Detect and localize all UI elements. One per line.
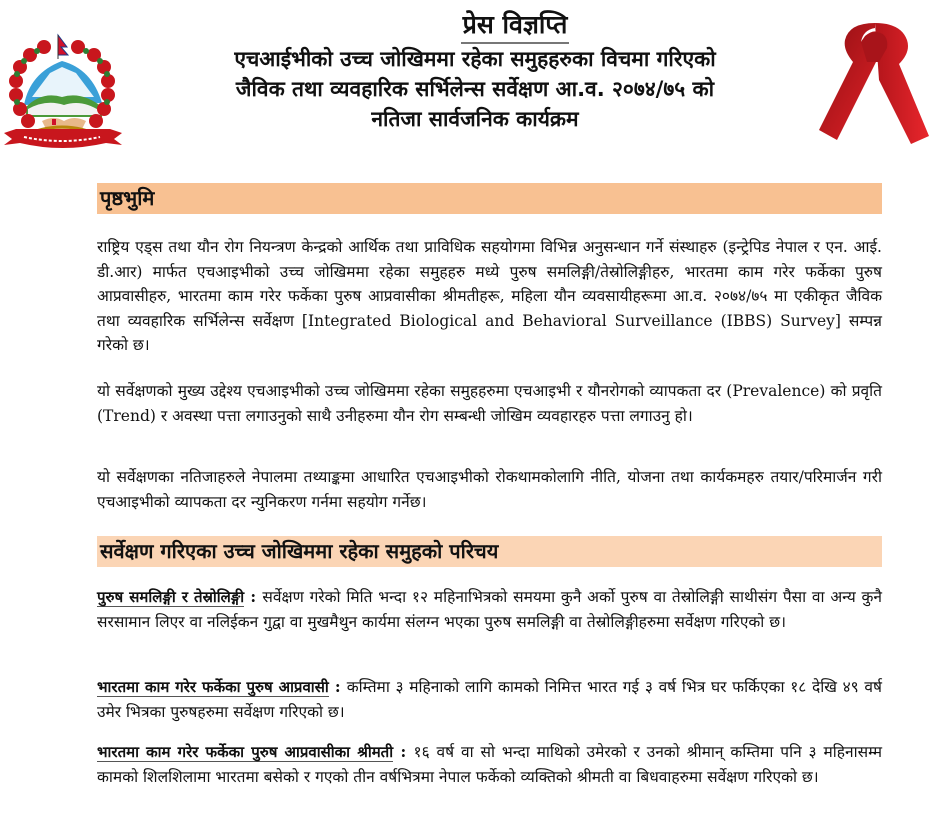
background-paragraph-3: यो सर्वेक्षणका नतिजाहरुले नेपालमा तथ्याङ्कमा आधारित एचआइभीको रोकथामकोलागि नीति, योजना तथा कार्यकमहरु तयार/परिमार्जन गरी एचआइभीको व्यापकता दर न्युनिकरण गर्नमा सहयोग गर्नेछ। <box>97 468 882 511</box>
group-label: भारतमा काम गरेर फर्केका पुरुष आप्रवासीका श्रीमती <box>97 743 394 761</box>
red-aids-ribbon-icon <box>815 18 935 148</box>
subtitle-line-2: जैविक तथा व्यवहारिक सर्भिलेन्स सर्वेक्षण आ.व. २०७४/७५ को <box>235 77 715 101</box>
press-release-title: प्रेस विज्ञप्ति <box>461 8 570 44</box>
section-heading-background <box>97 183 882 214</box>
section-heading-background <box>97 536 882 567</box>
subtitle-line-1: एचआईभीको उच्च जोखिममा रहेका समुहहरुका विचमा गरिएको <box>234 47 716 71</box>
group-description <box>97 675 882 724</box>
group-separator: : <box>244 587 263 606</box>
group-description <box>97 740 882 789</box>
subtitle-line-3: नतिजा सार्वजनिक कार्यक्रम <box>371 107 579 131</box>
section-heading: सर्वेक्षण गरिएका उच्च जोखिममा रहेका समुहको परिचय <box>100 539 499 563</box>
group-text: १६ वर्ष वा सो भन्दा माथिको उमेरको र उनको श्रीमान् कम्तिमा पनि ३ महिनासम्म कामको शिलशिलामा भारतमा बसेको र गएको तीन वर्षभित्रमा नेपाल फर्केको व्यक्तिको श्रीमती वा बिधवाहरुमा सर्वेक्षण गरिएको छ। <box>97 743 883 786</box>
group-separator: : <box>393 742 414 761</box>
group-separator: : <box>328 677 347 696</box>
nepal-government-emblem-icon <box>2 33 124 151</box>
group-description <box>97 585 882 634</box>
background-paragraph-1: राष्ट्रिय एड्स तथा यौन रोग नियन्त्रण केन्द्रको आर्थिक तथा प्राविधिक सहयोगमा विभिन्न अनुसन्धान गर्ने संस्थाहरु (इन्ट्रेपिड नेपाल र एन. आई. डी.आर) मार्फत एचआइभीको उच्च जोखिममा रहेका समुहहरु मध्ये पुरुष समलिङ्गी/तेस्रोलिङ्गीहरु, भारतमा काम गरेर फर्केका पुरुष आप्रवासीहरु, भारतमा काम गरेर फर्केका पुरुष आप्रवासीका श्रीमतीहरू, महिला यौन व्यवसायीहरूमा आ.व. २०७४/७५ मा एकीकृत जैविक तथा व्यवहारिक सर्भिलेन्स सर्वेक्षण [Integrated Biological and Behavioral Surveillance (IBBS) Survey] सम्पन्न गरेको छ। <box>97 238 882 354</box>
group-label: पुरुष समलिङ्गी र तेस्रोलिङ्गी <box>97 588 245 606</box>
group-text: कम्तिमा ३ महिनाको लागि कामको निमित्त भारत गई ३ वर्ष भित्र घर फर्किएका १८ देखि ४९ वर्ष उमेर भित्रका पुरुषहरुमा सर्वेक्षण गरिएको छ। <box>97 678 883 721</box>
title-block <box>150 8 800 134</box>
section-heading: पृष्ठभुमि <box>100 186 155 210</box>
background-paragraph-2: यो सर्वेक्षणको मुख्य उद्देश्य एचआइभीको उच्च जोखिममा रहेका समुहहरुमा एचआइभी र यौनरोगको व्यापकता दर (Prevalence) को प्रवृति (Trend) र अवस्था पत्ता लगाउनुको साथै उनीहरुमा यौन रोग सम्बन्धी जोखिम व्यवहारहरु पत्ता लगाउनु हो। <box>97 382 882 425</box>
group-text: सर्वेक्षण गरेको मिति भन्दा १२ महिनाभित्रको समयमा कुनै अर्को पुरुष वा तेस्रोलिङ्गी साथीसंग पैसा वा अन्य कुनै सरसामान लिएर वा नलिईकन गुद्वा वा मुखमैथुन कार्यमा संलग्न भएका पुरुष समलिङ्गी वा तेस्रोलिङ्गीहरुमा सर्वेक्षण गरिएको छ। <box>97 588 882 631</box>
group-label: भारतमा काम गरेर फर्केका पुरुष आप्रवासी <box>97 678 329 696</box>
